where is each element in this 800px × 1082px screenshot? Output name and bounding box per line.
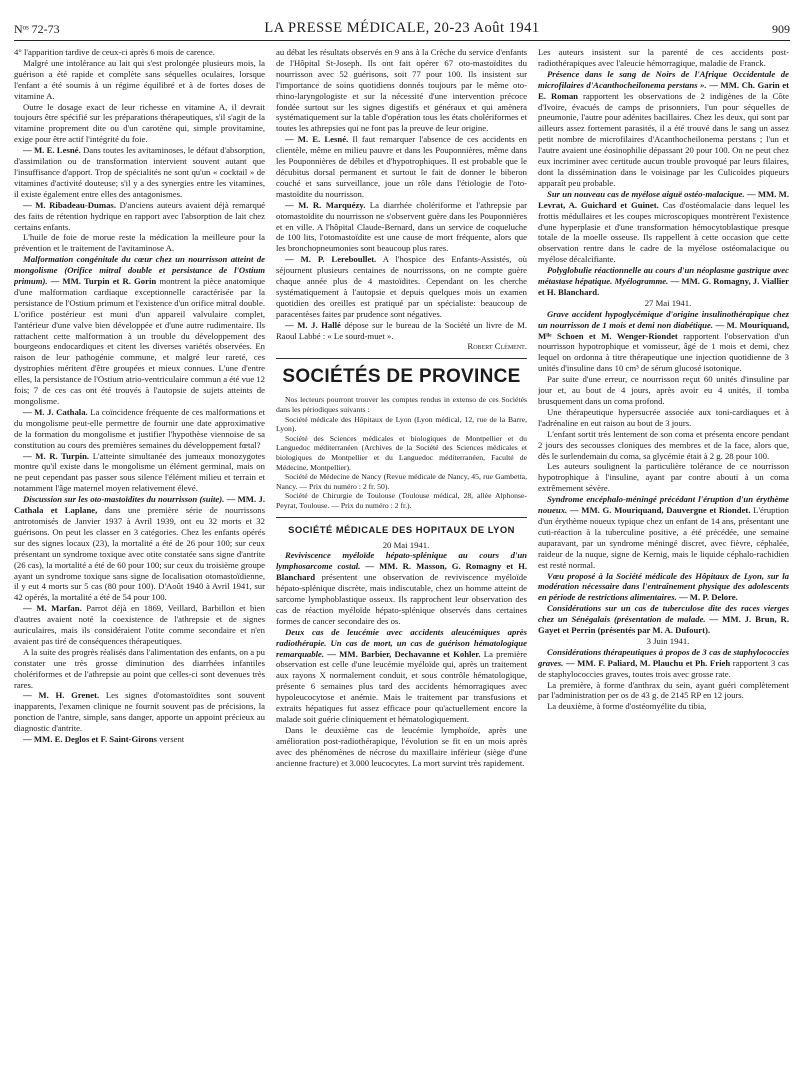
discussion-cathala xyxy=(14,407,265,451)
article-authors: — M. P. Delore. xyxy=(678,592,738,603)
article-malformation xyxy=(14,254,265,407)
paragraph: La première, à forme d'anthrax du sein, ayant guéri complètement par l'administration per os de 43 g. de 2145 RP en 12 jours. xyxy=(538,679,789,701)
paragraph: La deuxième, à forme d'ostéomyélite du tibia, xyxy=(547,701,707,712)
speaker-text: Il faut remarquer l'absence de ces accidents en clientèle, même en milieu pauvre et dans les Pouponnières, même dans les Pouponnières de débiles et d'hypotrophiques. Il est probable que le décubitus dorsal permanent et surtout le fait de donner le biberon couché et sans surveillance, joue un rôle dans l'étiologie de l'oto-mastoïdite du nourrisson. xyxy=(276,134,527,199)
discussion-marfan xyxy=(14,603,265,647)
article-considerations xyxy=(538,603,789,636)
article-authors: — MM. G. Mouriquand, Dauvergne et Riondet. xyxy=(569,505,751,516)
discussion-grenet xyxy=(14,690,265,734)
article-voeu xyxy=(538,571,789,604)
paragraph: 4° l'apparition tardive de ceux-ci après 6 mois de carence. xyxy=(14,47,215,57)
paragraph: A la suite des progrès réalisés dans l'alimentation des enfants, on a pu constater une très grosse diminution des diarrhées infantiles cholériformes et de l'athrepsie au point que celles-ci sont devenues très rares. xyxy=(14,646,265,690)
discussion-ribadeau xyxy=(14,200,265,233)
speaker-name: — M. J. Cathala. xyxy=(23,406,88,417)
article-text: Cas d'ostéomalacie dans lequel les frottis médullaires et les coupes microscopiques montrèrent l'existence d'une hyperplasie et d'une transformation hémocytoblastique presque totale de la moelle osseuse. Ils rappellent à cette occasion que cette observation rentre dans le cadre de la myélose ostéomalacique ou myélose décalcifiante. xyxy=(538,199,789,265)
discussion-lesne xyxy=(276,134,527,199)
article-polyglobulie xyxy=(538,265,789,298)
discussion-marquezy xyxy=(276,200,527,255)
article-title: Vœu proposé à la Société médicale des Hôpitaux de Lyon, sur la modération nécessaire dans l'entraînement physique des adolescents en période de restrictions alimentaires. xyxy=(538,570,789,603)
discussion-lereboullet xyxy=(276,254,527,319)
speaker-text: dépose sur le bureau de la Société un livre de M. Raoul Labbé : « Le sourd-muet ». xyxy=(276,319,527,341)
session-date: 27 Mai 1941. xyxy=(644,297,692,308)
divider xyxy=(276,358,527,359)
speaker-text: Dans toutes les avitaminoses, le défaut d'absorption, d'assimilation ou de transformation intervient souvent autant que l'insuffisance d'apport. Trop de spécialités ne sont qu'un « cocktail » de vitamines d'activité douteuse; s'il y a des synergies entre les vitamines, il existe également entre elles des antagonismes. xyxy=(14,145,265,199)
discussion-halle xyxy=(276,320,527,342)
section-title-societes: SOCIÉTÉS DE PROVINCE xyxy=(282,366,521,388)
article-text: La première observation est celle d'une leucémie myéloïde qui, après un traitement aux rayons X normalement conduit, et sous contrôle hématologique, présente 6 semaines plus tard des accidents hémorragiques avec hypoleucocytose et anémie. Mais le traitement par transfusions et extraits hépatiques fut assez efficace pour qu'actuellement encore la malade soit guérie cliniquement et hématologiquement. xyxy=(276,648,527,724)
article-text: L'éruption d'un érythème noueux typique chez un enfant de 14 ans, présentant une cuti-réaction à la tuberculine positive, a été précédée, une semaine auparavant, par un syndrome méningé discret, avec fièvre, céphalée, raideur de la nuque, signe de Kernig, mais le liquide céphalo-rachidien est resté normal. xyxy=(538,505,789,570)
speaker-text: L'atteinte simultanée des jumeaux monozygotes montre qu'il existe dans le mongolisme un élément germinal, mais on ne peut cependant pas passer sous silence l'élément milieu et terrain et notamment l'âge maternel moyen relativement élevé. xyxy=(14,450,265,494)
society-entry: Société de Chirurgie de Toulouse (Toulouse médical, 28, allée Alphonse-Peyrat, Toulouse. — Prix du numéro : 2 fr.). xyxy=(276,491,527,510)
paragraph: L'enfant sortit très lentement de son coma et présenta encore pendant 2 jours des secousses cloniques des membres et de la face, alors que, dès le surlendemain du coma, sa glycémie était à 2 g. 28 pour 100. xyxy=(538,428,789,461)
article-authors: — MM. R. Masson, G. Romagny et H. Blanchard xyxy=(276,561,527,583)
article-authors: — MM. Ch. Garin et E. Roman xyxy=(538,79,789,101)
article-authors: — M. Mouriquand, Mˡˡᵉ Schoen et M. Wenger-Riondet xyxy=(538,319,789,341)
article-title: Présence dans le sang de Noirs de l'Afrique Occidentale de microfilaires d'Acanthocheilonema perstans ». xyxy=(538,68,789,90)
article-title: Considérations sur un cas de tuberculose dite des races vierges chez un Sénégalais (présentation de malade. xyxy=(538,603,789,625)
issue-number: Nᵒˢ 72-73 xyxy=(14,22,60,36)
article-discussion xyxy=(14,494,265,603)
journal-page xyxy=(14,14,790,1074)
paragraph: Les auteurs soulignent la particulière tolérance de ce nourrisson hypotrophique à l'insuline, ayant par contre abouti à un coma extrêmement sévère. xyxy=(538,461,789,494)
page-number: 909 xyxy=(772,22,790,36)
speaker-name: — M. R. Marquézy. xyxy=(285,199,366,210)
society-entry: Société des Sciences médicales et biologiques de Montpellier et du Languedoc méditerranéen (Archives de la Société des Sciences médicales et biologiques de Montpellier et du Languedoc méditerranéen, Faculté de Médecine, Montpellier). xyxy=(276,433,527,472)
article-staphylococcies xyxy=(538,647,789,680)
article-title: Deux cas de leucémie avec accidents aleucémiques après radiothérapie. Un cas de mort, un cas de guérison hématologique remarquable. xyxy=(276,626,527,659)
masthead xyxy=(14,14,790,41)
paragraph: Outre le dosage exact de leur richesse en vitamine A, il devrait toujours être spécifié sur les préparations thérapeutiques, s'il s'agit de la vitamine proprement dite ou d'un carotène qui, simple provitamine, exige pour être actif l'intégrité du foie. xyxy=(14,101,265,145)
notice-text: Nos lecteurs pourront trouver les comptes rendus in extenso de ces Sociétés dans les périodiques suivants : xyxy=(276,395,527,414)
speaker-name: — M. P. Lereboullet. xyxy=(285,254,377,265)
speaker-text: D'anciens auteurs avaient déjà remarqué des faits de rétention hydrique en rapport avec l'absorption de lait chez certains enfants. xyxy=(14,199,265,232)
discussion-lesne xyxy=(14,145,265,200)
article-text: rapportent l'observation d'un nourrisson hypotrophique et vomisseur, âgé de 1 mois et demi, chez lequel on ordonna à titre thérapeutique une injection quotidienne de 3 unités d'insuline dans 10 cm³ de sérum glucosé isotonique. xyxy=(538,330,789,374)
speaker-text: versent xyxy=(159,734,185,745)
article-presence xyxy=(538,69,789,189)
section-title-lyon: SOCIÉTÉ MÉDICALE DES HOPITAUX DE LYON xyxy=(288,523,515,535)
speaker-name: — M. E. Lesné. xyxy=(285,134,349,145)
discussion-deglos xyxy=(14,734,265,745)
paragraph: Dans le deuxième cas de leucémie lymphoïde, après une amélioration post-radiothérapique, l'évolution se fit en un mois après avec des phénomènes de nécrose du maxillaire inférieur (siège d'une ancienne fracture) et 3.000 leucocytes. La mort survint très rapidement. xyxy=(276,724,527,768)
speaker-name: — MM. E. Deglos et F. Saint-Girons xyxy=(23,734,157,745)
speaker-text: A l'hospice des Enfants-Assistés, où séjournent plusieurs centaines de nourrissons, on ne compte guère chaque année plus de 4 mastoïdites. Cependant on les cherche systématiquement à l'autopsie et depuis quelques mois un examen quotidien des oreilles est pratiqué par un spécialiste: beaucoup de paracentèses faites par prudence sont négatives. xyxy=(276,254,527,319)
article-title: Malformation congénitale du cœur chez un nourrisson atteint de mongolisme (Orifice mitral double et persistance de l'Ostium primum). xyxy=(14,254,265,287)
paragraph: L'huile de foie de morue reste la médication la meilleure pour la prévention et le traitement de l'avitaminose A. xyxy=(14,232,265,254)
article-title: Reviviscence myéloïde hépato-splénique au cours d'un lymphosarcome costal. xyxy=(276,550,527,572)
session-date: 20 Mai 1941. xyxy=(382,539,430,550)
society-entry: Société de Médecine de Nancy (Revue médicale de Nancy, 45, rue Gambetta, Nancy. — Prix du numéro : 2 fr. 50). xyxy=(276,472,527,491)
article-authors: — MM. F. Paliard, M. Plauchu et Ph. Frieh xyxy=(565,657,731,668)
article-title: Sur un nouveau cas de myélose aiguë ostéo-malacique. xyxy=(547,188,745,199)
paragraph: Les auteurs insistent sur la parenté de ces accidents post-radiothérapiques avec l'aleucie hémorragique, maladie de Franck. xyxy=(538,47,789,68)
speaker-name: — M. Ribadeau-Dumas. xyxy=(23,199,116,210)
article-authors: — MM. Turpin et R. Gorin xyxy=(50,276,157,287)
article-authors: — MM. J. Cathala et Laplane, xyxy=(14,494,265,516)
column-2 xyxy=(276,47,527,1071)
speaker-name: — M. R. Turpin. xyxy=(23,450,90,461)
article-title: Discussion sur les oto-mastoïdites du nourrisson (suite). xyxy=(23,494,225,505)
session-date: 3 Juin 1941. xyxy=(646,635,690,646)
article-title: Considérations thérapeutiques à propos de 3 cas de staphylococcies graves. xyxy=(538,646,789,668)
article-leucemie xyxy=(276,627,527,725)
column-3 xyxy=(538,47,789,1071)
paragraph: Par suite d'une erreur, ce nourrisson reçut 60 unités d'insuline par jour et, au bout de 4 jours, après avoir eu 4 unités, il tomba brusquement dans un coma profond. xyxy=(538,374,789,406)
article-reviviscence xyxy=(276,550,527,626)
speaker-name: — M. E. Lesné. xyxy=(23,145,81,156)
paragraph: Une thérapeutique hypersucrée associée aux toni-cardiaques et à l'adrénaline en eut raison au bout de 3 jours. xyxy=(538,406,789,428)
speaker-text: La diarrhée cholériforme et l'athrepsie par otomastoïdite du nourrisson ne s'observent guère dans les Pouponnières et en ville. A l'hôpital Claude-Bernard, dans un service de coqueluche de 100 lits, l'otomastoïdite est une cause de mort fréquente, alors que les bronchopneumonies sont beaucoup plus rares. xyxy=(276,199,527,254)
signature: Robert Clément. xyxy=(467,341,527,352)
journal-title: LA PRESSE MÉDICALE, 20-23 Août 1941 xyxy=(264,20,540,36)
article-title: Syndrome encéphalo-méningé précédant l'éruption d'un érythème noueux. xyxy=(538,494,789,516)
article-syndrome xyxy=(538,494,789,570)
article-text: montrent la pièce anatomique d'une malformation cardiaque exceptionnelle caractérisée par la persistance de l'Ostium primum et l'existence d'un orifice mitral double. L'orifice postérieur est muni d'un appareil valvulaire complet, l'antérieur d'une valve bien développée et d'une autre rudimentaire. Ils rattachent cette malformation à un trouble du développement des bourgeons endocardiques et citent les diverses variétés observées. En raison de leur pathogénie commune, et malgré leur rareté, ces dystrophies méritent d'être groupées et mieux connues. L'une d'entre elles, la persistance de l'Ostium atrio-ventriculaire commun a été vue 12 fois; 7 de ces cas ont été trouvés à l'autopsie de sujets atteints de mongolisme. xyxy=(14,276,265,406)
speaker-text: Les signes d'otomastoïdites sont souvent inapparents, l'examen clinique ne fournit souvent pas de précisions, la ponction de l'antre, simple, sans danger, apporte un appoint précieux au diagnostic d'antrite. xyxy=(14,690,265,734)
periodicals-notice xyxy=(276,395,527,510)
article-title: Grave accident hypoglycémique d'origine insulinothérapique chez un nourrisson de 1 mois et demi non diabétique. xyxy=(538,308,789,330)
article-authors: — MM. G. Romagny, J. Viallier et H. Blanchard. xyxy=(538,276,789,297)
article-grave-accident xyxy=(538,309,789,374)
article-authors: — MM. M. Levrat, A. Guichard et Guinet. xyxy=(538,188,789,210)
speaker-text: La coïncidence fréquente de ces malformations et du mongolisme peut-elle permettre de fournir une date approximative de la formation du mongolisme et justifier l'hypothèse viennoise de sa constitution au cours des premières semaines du développement fœtal? xyxy=(14,406,265,450)
speaker-name: — M. J. Hallé xyxy=(285,319,341,330)
article-myelose xyxy=(538,189,789,265)
discussion-turpin xyxy=(14,451,265,495)
divider xyxy=(276,517,527,518)
columns xyxy=(14,47,790,1071)
paragraph: au débat les résultats observés en 9 ans à la Crèche du service d'enfants de l'Hôpital St-Joseph. Ils ont fait opérer 67 oto-mastoïdites du nourrisson avec 52 guérisons, soit 77 pour 100. Ils insistent sur l'importance de soins quotidiens donnés toujours par le même oto-rhino-laryngologiste et sur la nécessité d'une intervention précoce fondée surtout sur les signes digestifs et généraux et qui amènera systématiquement sur la table d'opération tous les états cholériformes et toutes les athrepsies qui ne font pas la preuve de leur origine. xyxy=(276,47,527,134)
paragraph: Malgré une intolérance au lait qui s'est prolongée plusieurs mois, la guérison a été rapide et complète sans séquelles oculaires, lorsque l'enfant a été soumis à un régime équilibré et à de fortes doses de vitamine A. xyxy=(14,57,265,101)
article-authors: — MM. J. Brun, R. Gayet et Perrin (présentés par M. A. Dufourt). xyxy=(538,614,789,636)
speaker-text: Parrot déjà en 1869, Veillard, Barbillon et bien d'autres avaient noté la coexistence de l'athrepsie et de signes auriculaires, mais ils considéraient l'otite comme secondaire et n'en avaient pas tiré de conséquences thérapeutiques. xyxy=(14,603,265,646)
society-entry: Société médicale des Hôpitaux de Lyon (Lyon médical, 12, rue de la Barre, Lyon). xyxy=(276,414,527,434)
article-text: rapportent les observations de 2 indigènes de la Côte d'Ivoire, évacués de camps de prisonniers, l'un pour séquelles de pneumonie, l'autre pour adénites bacillaires. Chez les deux, qui sont par ailleurs assez fortement parasités, il a été trouvé dans le sang un assez petit nombre de microfilaires d'Acanthocheilonema perstans ; l'un et l'autre avaient une éosinophilie dépassant 20 pour 100. On ne peut chez eux incriminer avec certitude aucun trouble provoqué par leurs filaires, dont la dissémination dans le voisinage par les Culicoïdes piqueurs apparaît peu probable. xyxy=(538,90,789,188)
speaker-name: — M. H. Grenet. xyxy=(23,690,100,701)
article-text: dans une première série de nourrissons antrotomisés de Janvier 1937 à Avril 1939, ont eu 32 morts et 32 guérisons. On peut les classer en 3 catégories. Chez les enfants opérés sur des signes locaux (23), la mortalité a été de 26 pour 100; sur ceux présentant un syndrome toxique avec otite constatée sans signe d'antrite (26 cas), la mortalité a été de 60 pour 100; sur ceux du troisième groupe ayant un syndrome toxique sans signe de localisation otomastoïdienne, il y eut 4 morts sur 5 cas (80 pour 100). D'Août 1940 à Avril 1941, sur 42 opérés, la mortalité a été de 54 pour 100. xyxy=(14,505,265,603)
article-title: Polyglobulie réactionnelle au cours d'un néoplasme gastrique avec métastase hépatique. Myélogramme. xyxy=(538,265,789,287)
column-1 xyxy=(14,47,265,1071)
article-text: présentent une observation de reviviscence myéloïde hépato-splénique discrète, mais indiscutable, chez un homme atteint de sarcome lymphoblastique osseux. Ils rapprochent leur observation des cas de réaction myéloïde hépato-splénique observés dans certaines formes de cancer secondaire des os. xyxy=(276,572,527,626)
article-authors: — MM. Barbier, Dechavanne et Kohler. xyxy=(327,648,481,659)
speaker-name: — M. Marfan. xyxy=(23,603,82,614)
article-text: rapportent 3 cas de staphylococcies graves, toutes trois avec grosse rate. xyxy=(538,657,789,679)
